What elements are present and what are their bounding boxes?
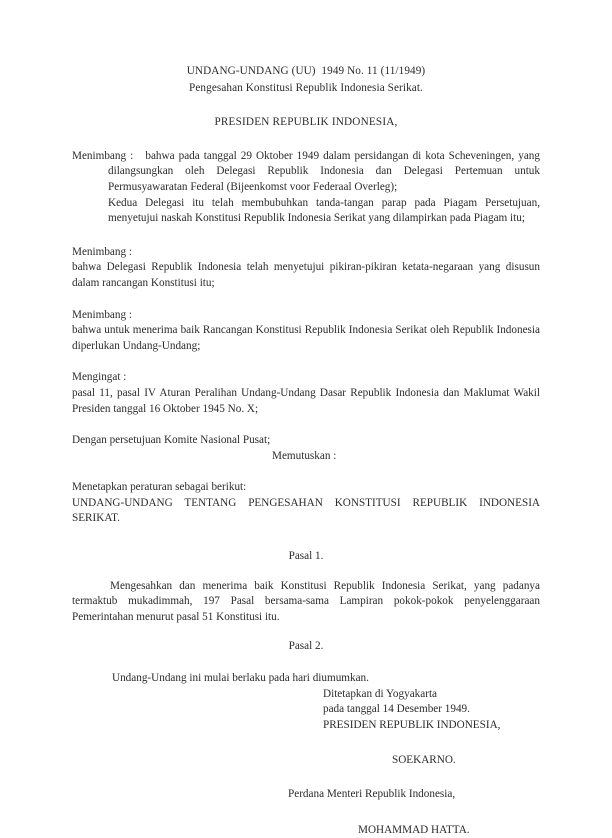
- president-name: SOEKARNO.: [392, 754, 456, 767]
- consideration-3-label: Menimbang :: [72, 308, 132, 321]
- enactment-intro: Menetapkan peraturan sebagai berikut:: [72, 481, 247, 494]
- issuing-authority-heading: PRESIDEN REPUBLIK INDONESIA,: [214, 116, 398, 129]
- consideration-1-first-paragraph: [72, 149, 540, 196]
- consideration-1-label: Menimbang :: [72, 149, 134, 162]
- signature-date-line: pada tanggal 14 Desember 1949.: [323, 703, 470, 716]
- recalling-text: pasal 11, pasal IV Aturan Peralihan Undang-Undang Dasar Republik Indonesia dan Maklumat Wakil Presiden tanggal 16 Oktober 1945 No. X;: [72, 386, 540, 415]
- spacer: [72, 803, 540, 823]
- spacer: [72, 625, 540, 639]
- spacer: [72, 227, 540, 245]
- signature-place-line: Ditetapkan di Yogyakarta: [323, 687, 438, 700]
- spacer: [72, 417, 540, 433]
- spacer: [72, 464, 540, 480]
- consideration-3-text: bahwa untuk menerima baik Rancangan Konstitusi Republik Indonesia Serikat oleh Republik Indonesia diperlukan Undang-Undang;: [72, 324, 540, 352]
- decide-heading: Memutuskan :: [272, 449, 337, 462]
- document-title-block: [72, 64, 540, 96]
- prime-minister-name: MOHAMMAD HATTA.: [358, 823, 470, 836]
- approval-line: Dengan persetujuan Komite Nasional Pusat;: [72, 434, 271, 447]
- spacer: [72, 354, 540, 370]
- spacer: [72, 733, 540, 753]
- consideration-2-text: bahwa Delegasi Republik Indonesia telah menyetujui pikiran-pikiran ketata-negaraan yang disusun dalam rancangan Konstitusi itu;: [72, 261, 540, 289]
- signature-office-line: PRESIDEN REPUBLIK INDONESIA,: [323, 718, 501, 731]
- document-title-line-2: Pengesahan Konstitusi Republik Indonesia Serikat.: [189, 81, 423, 94]
- spacer: [72, 527, 540, 549]
- spacer: [72, 565, 540, 579]
- spacer: [72, 292, 540, 308]
- consideration-2-label: Menimbang :: [72, 245, 132, 258]
- article-2-heading: Pasal 2.: [288, 640, 324, 653]
- recalling-label: Mengingat :: [72, 371, 127, 384]
- article-1-body: Mengesahkan dan menerima baik Konstitusi Republik Indonesia Serikat, yang padanya termaktub mukadimmah, 197 Pasal bersama-sama Lampiran pokok-pokok penyelenggaraan Pemerintahan menurut pasal 51 Konstitusi itu.: [72, 579, 540, 623]
- spacer: [72, 769, 540, 787]
- enactment-title: UNDANG-UNDANG TENTANG PENGESAHAN KONSTITUSI REPUBLIK INDONESIA SERIKAT.: [72, 496, 540, 525]
- document-content: [72, 64, 540, 838]
- consideration-1-second-paragraph: Kedua Delegasi itu telah membubuhkan tanda-tangan parap pada Piagam Persetujuan, menyetujui naskah Konstitusi Republik Indonesia Serikat yang dilampirkan pada Piagam itu;: [108, 196, 540, 225]
- article-1-heading: Pasal 1.: [288, 550, 324, 563]
- prime-minister-office-line: Perdana Menteri Republik Indonesia,: [288, 788, 456, 800]
- article-2-body: Undang-Undang ini mulai berlaku pada hari diumumkan.: [112, 672, 369, 685]
- document-title-line-1: UNDANG-UNDANG (UU) 1949 No. 11 (11/1949): [186, 65, 426, 77]
- spacer: [72, 131, 540, 149]
- consideration-1-text-a: bahwa pada tanggal 29 Oktober 1949 dalam persidangan di kota Scheveningen, yang dilangsungkan oleh Delegasi Republik Indonesia dan Delegasi Pertemuan untuk Permusyawaratan Federal (Bijeenkomst voor Federaal Overleg);: [108, 149, 540, 193]
- spacer: [72, 655, 540, 671]
- signature-place-block: [72, 687, 540, 734]
- consideration-1-gap: [133, 150, 145, 162]
